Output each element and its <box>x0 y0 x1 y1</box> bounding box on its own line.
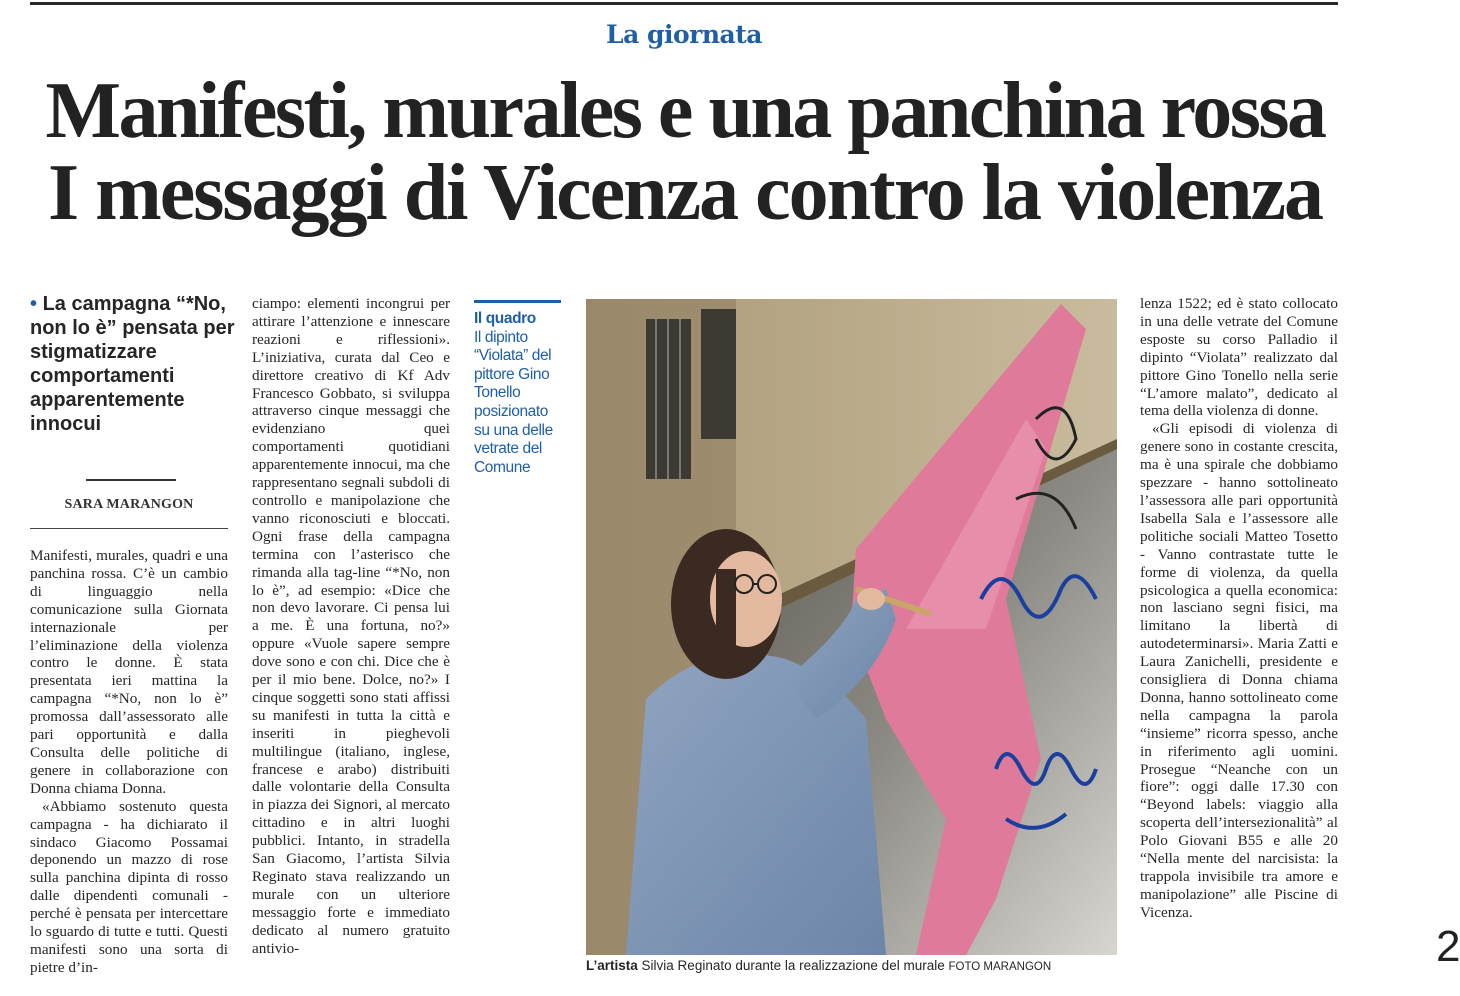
hair-side <box>716 569 736 669</box>
sidebar-rule <box>474 300 561 303</box>
paragraph: Manifesti, murales, quadri e una panchina rossa. C’è un cambio di linguaggio nella comunicazione sulla Giornata internazionale per l’eliminazione della violenza contro le donne. È stata presentata ieri mattina la campagna “*No, non lo è” promossa dall’assessorato alle pari opportunità e dalla Consulta delle politiche di genere in collaborazione con Donna chiama Donna. <box>30 547 228 797</box>
denim-jacket <box>626 654 886 955</box>
photo-illustration <box>586 299 1117 955</box>
paragraph: lenza 1522; ed è stato collocato in una delle vetrate del Comune esposte su corso Palladio il dipinto “Violata” realizzato dal pittore Gino Tonello nella serie “L’amore malato”, dedicato al tema della violenza di donne. <box>1140 295 1338 420</box>
paragraph: «Gli episodi di violenza di genere sono in costante crescita, ma è una spirale che dobbiamo spezzare - hanno sottolineato l’assessora alle pari opportunità Isabella Sala e l’assessore alle politiche sociali Matteo Tosetto - Vanno contrastate tutte le forme di violenza, da quella psicologica a quella economica: non lasciano segni fisici, ma limitano la libertà di autodeterminarsi». Maria Zatti e Laura Zanichelli, presidente e consigliera di Donna chiama Donna, hanno sottolineato come nella campagna la parola “insieme” ricorra spesso, anche in riferimento agli uomini. Prosegue “Neanche con un fiore”: oggi dalle 17.30 con “Beyond labels: viaggio alla scoperta dell’intersezionalità” al Polo Giovani B55 e alle 20 “Nella mente del narcisista: la trappola invisibile tra amore e manipolazione” alle Piscine di Vicenza. <box>1140 420 1338 921</box>
caption-lead: L’artista <box>586 958 638 973</box>
article-column-3 <box>1140 295 1338 922</box>
paragraph: ciampo: elementi incongrui per attirare l’attenzione e innescare reazioni e riflessioni». L’iniziativa, curata dal Ceo e direttore creativo di Kf Adv Francesco Gobbato, si sviluppa attraverso cinque messaggi che evidenziano quei comportamenti quotidiani apparentemente innocui, ma che rappresentano segnali subdoli di controllo e manipolazione che vanno riconosciuti e bloccati. Ogni frase della campagna termina con l’asterisco che rimanda alla tag-line “*No, non lo è”, ad esempio: «Dice che non devo lavorare. Ci pensa lui a me. È una fortuna, no?» oppure «Vuole sapere sempre dove sono e con chi. Dice che è per il mio bene. Dolce, no?» I cinque soggetti sono stati affissi su manifesti in tutta la città e inseriti in pieghevoli multilingue (italiano, inglese, francese e arabo) distribuiti dalle volontarie della Consulta in piazza dei Signori, al mercato cittadino e in altri luoghi pubblici. Intanto, in stradella San Giacomo, l’artista Silvia Reginato stava realizzando un murale con un ulteriore messaggio forte e immediato dedicato al numero gratuito antivio- <box>252 295 450 957</box>
sidebar-title: Il quadro <box>474 310 536 327</box>
hand <box>857 588 885 610</box>
sidebar-box <box>474 310 564 477</box>
article-column-2 <box>252 295 450 958</box>
paragraph: «Abbiamo sostenuto questa campagna - ha dichiarato il sindaco Giacomo Possamai deponendo un mazzo di rose sulla panchina dipinta di rosso dalle dipendenti comunali - perché è pensata per intercettare lo sguardo di tutte e tutti. Questi manifesti sono una sorta di pietre d’in- <box>30 797 228 976</box>
photo-credit: FOTO MARANGON <box>948 961 1052 973</box>
article-column-1 <box>30 547 228 977</box>
photo-caption <box>586 958 1126 973</box>
caption-text: Silvia Reginato durante la realizzazione del murale <box>641 958 945 973</box>
byline: SARA MARANGON <box>64 497 194 512</box>
byline-divider <box>30 528 228 529</box>
top-rule <box>30 2 1338 5</box>
kicker-text: La campagna “*No, non lo è” pensata per stigmatizzare comportamenti apparentemente innocui <box>30 293 235 435</box>
headline-line-1: Manifesti, murales e una panchina rossa <box>45 67 1325 155</box>
kicker <box>30 292 235 436</box>
article-photo <box>586 299 1117 955</box>
headline-line-2: I messaggi di Vicenza contro la violenza <box>48 149 1322 237</box>
section-label: La giornata <box>606 20 762 49</box>
sidebar-text: Il dipinto “Violata” del pittore Gino Tonello posizionato su una delle vetrate del Comune <box>474 328 553 476</box>
bullet-icon: • <box>30 293 38 315</box>
page-number: 2 <box>1436 922 1460 971</box>
kicker-divider <box>86 479 176 481</box>
